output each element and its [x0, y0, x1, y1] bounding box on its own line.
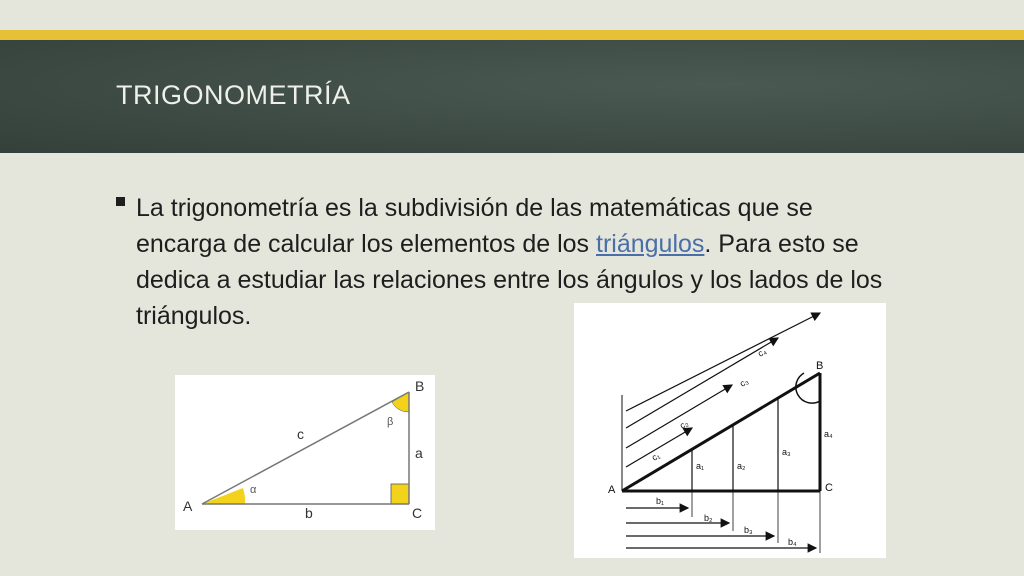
vertex-a-label: A: [608, 484, 616, 496]
a2-label: a₂: [737, 461, 746, 471]
c3-label: c₃: [738, 375, 751, 389]
c1-label: c₁: [650, 450, 662, 463]
alpha-label: α: [250, 484, 257, 496]
c2-label: c₂: [678, 418, 690, 431]
arrow-c3: [626, 338, 778, 428]
beta-label: β: [387, 416, 394, 428]
c4-label: c₄: [756, 345, 769, 359]
side-c-label: c: [297, 426, 304, 442]
vertex-b-label: B: [415, 378, 425, 394]
vertex-c-label: C: [412, 505, 423, 521]
beta-angle-mark: [392, 392, 409, 412]
bullet-square-icon: [116, 197, 125, 206]
a4-label: a₄: [824, 429, 833, 439]
right-angle-mark: [391, 484, 409, 504]
triangle-figure-1: [175, 375, 435, 530]
b4-label: b₄: [788, 537, 797, 547]
vertex-a-label: A: [183, 498, 193, 514]
side-b-label: b: [305, 505, 313, 521]
top-stripe: [0, 0, 1024, 30]
arrow-c4: [626, 313, 820, 411]
b1-label: b₁: [656, 496, 665, 506]
triangle-2-svg: [574, 303, 886, 558]
hypotenuse: [622, 373, 820, 491]
triangle-figure-2: [574, 303, 886, 558]
alpha-angle-mark: [202, 488, 245, 504]
arrow-c1: [626, 428, 692, 467]
bullet-text-start: La trigonometría es la subdivisión de las matemáticas que se encarga de calcular los elementos de los: [136, 194, 813, 258]
a3-label: a₃: [782, 447, 791, 457]
vertex-b-label: B: [816, 360, 824, 372]
arrow-c2: [626, 385, 732, 448]
angle-b-arc: [796, 373, 820, 403]
b2-label: b₂: [704, 513, 713, 523]
b3-label: b₃: [744, 525, 753, 535]
triangle-1-svg: [175, 375, 435, 530]
side-c: [202, 392, 409, 504]
slide-title: TRIGONOMETRÍA: [116, 80, 351, 110]
side-a-label: a: [415, 445, 423, 461]
vertex-c-label: C: [825, 482, 833, 494]
accent-bar: [0, 30, 1024, 40]
triangulos-link[interactable]: triángulos: [596, 230, 705, 258]
bullet-text-end: . Para esto se dedica a estudiar las relaciones entre los ángulos y los lados de los triángulos.: [136, 230, 883, 330]
a1-label: a₁: [696, 461, 705, 471]
